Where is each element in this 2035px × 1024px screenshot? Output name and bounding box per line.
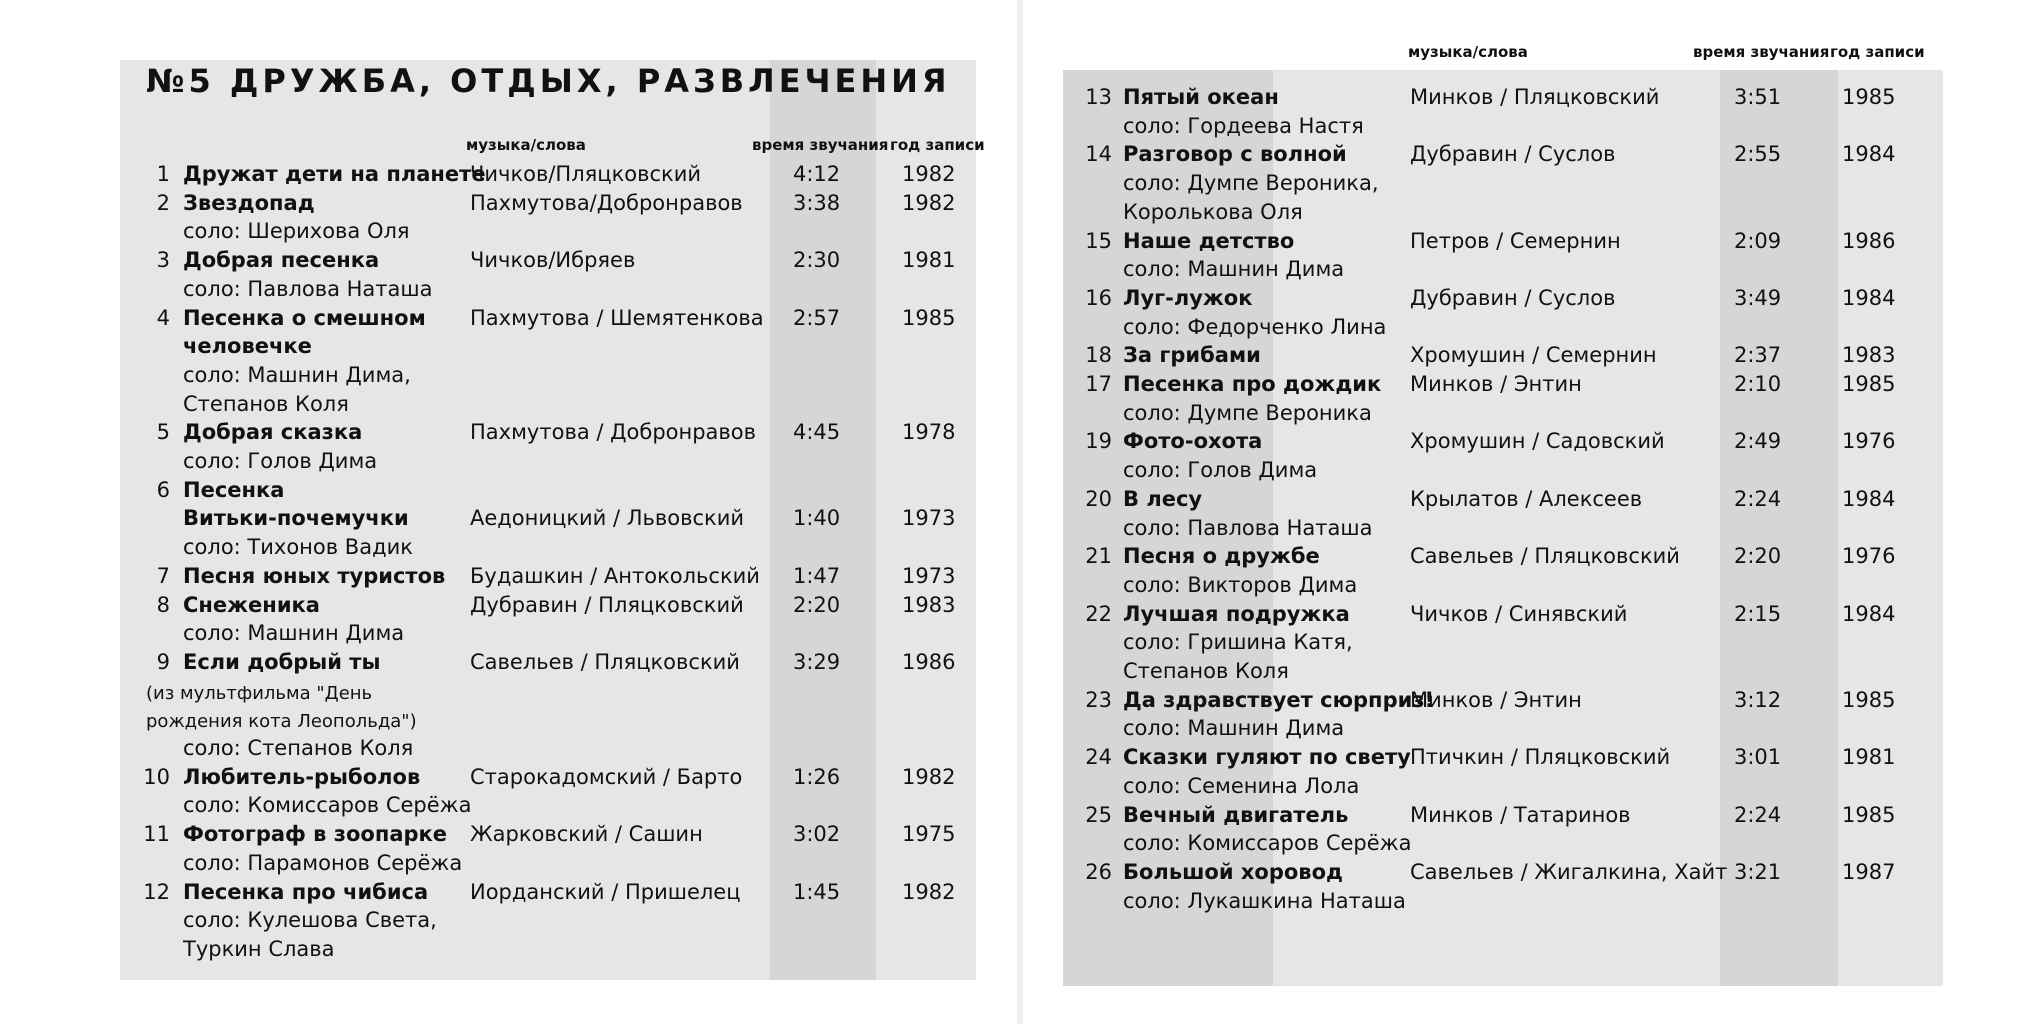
track-year: 1975 (902, 822, 956, 847)
track-year: 1984 (1842, 285, 1896, 310)
track-credits: Жарковский / Сашин (470, 822, 703, 847)
track-duration: 3:21 (1734, 859, 1782, 884)
track-soloist: соло: Машнин Дима, (183, 362, 411, 387)
track-credits: Минков / Пляцковский (1410, 85, 1660, 109)
track-credits: Пахмутова / Шемятенкова (470, 305, 764, 330)
track-soloist: соло: Машнин Дима (183, 621, 405, 646)
track-title: Песенка про чибиса (183, 879, 429, 904)
track-title: Песня о дружбе (1123, 544, 1320, 569)
track-soloist: соло: Парамонов Серёжа (183, 850, 463, 875)
track-credits: Чичков/Ибряев (470, 248, 636, 273)
track-credits: Савельев / Пляцковский (1410, 544, 1680, 569)
header-duration: время звучания (752, 136, 889, 154)
track-credits: Савельев / Пляцковский (470, 649, 740, 674)
header-year: год записи (890, 136, 985, 154)
track-year: 1983 (1842, 343, 1896, 368)
track-number: 9 (156, 649, 170, 674)
track-title: Добрая песенка (183, 248, 380, 273)
track-year: 1973 (902, 506, 956, 531)
track-credits: Аедоницкий / Львовский (470, 506, 745, 531)
track-soloist: соло: Степанов Коля (183, 736, 414, 760)
track-year: 1987 (1842, 859, 1896, 884)
track-soloist: соло: Павлова Наташа (183, 276, 433, 301)
track-number: 4 (156, 305, 170, 330)
track-number: 14 (1085, 142, 1112, 167)
track-year: 1986 (902, 649, 956, 674)
track-title: Вечный двигатель (1123, 802, 1349, 827)
track-title: Песенка про дождик (1123, 372, 1382, 396)
track-title: Разговор с волной (1123, 142, 1347, 167)
track-soloist: соло: Тихонов Вадик (183, 535, 413, 560)
track-year: 1982 (902, 764, 956, 789)
track-soloist: соло: Голов Дима (183, 449, 378, 473)
track-year: 1982 (902, 162, 956, 186)
header-duration-right: время звучания (1693, 43, 1830, 61)
track-title: Песня юных туристов (183, 563, 446, 588)
track-credits: Хромушин / Семернин (1410, 343, 1657, 368)
track-duration: 2:20 (793, 592, 841, 617)
track-credits: Птичкин / Пляцковский (1410, 745, 1671, 770)
track-title: Если добрый ты (183, 649, 381, 674)
track-number: 13 (1085, 85, 1112, 109)
track-year: 1976 (1842, 429, 1896, 454)
track-duration: 1:40 (793, 506, 841, 531)
track-soloist: соло: Комиссаров Серёжа (183, 793, 472, 818)
header-credits: музыка/слова (466, 136, 586, 154)
right-bg-time-column (1720, 70, 1838, 986)
track-number: 10 (143, 764, 170, 789)
track-credits: Дубравин / Суслов (1410, 285, 1616, 310)
track-title: Сказки гуляют по свету (1123, 745, 1411, 770)
track-year: 1984 (1842, 142, 1896, 167)
track-title: Песенка о смешном (183, 305, 426, 330)
track-credits: Дубравин / Пляцковский (470, 592, 744, 617)
track-duration: 2:55 (1734, 142, 1782, 167)
track-credits: Савельев / Жигалкина, Хайт (1410, 859, 1728, 884)
track-credits: Чичков / Синявский (1410, 601, 1628, 626)
track-number: 25 (1085, 802, 1112, 827)
track-duration: 2:10 (1734, 372, 1782, 396)
track-number: 16 (1085, 285, 1112, 310)
track-number: 11 (143, 822, 170, 847)
track-year: 1982 (902, 190, 956, 215)
track-credits: Хромушин / Садовский (1410, 429, 1665, 454)
track-soloist: соло: Думпе Вероника (1123, 400, 1372, 425)
track-duration: 3:29 (793, 649, 841, 674)
track-soloist: Степанов Коля (1123, 659, 1289, 683)
track-number: 26 (1085, 859, 1112, 884)
track-number: 8 (156, 592, 170, 617)
track-credits: Минков / Энтин (1410, 372, 1582, 396)
track-year: 1986 (1842, 228, 1896, 253)
track-number: 3 (156, 248, 170, 273)
track-duration: 2:57 (793, 305, 841, 330)
track-number: 12 (143, 879, 170, 904)
track-year: 1985 (1842, 85, 1896, 109)
track-number: 20 (1085, 486, 1112, 511)
track-title: Снеженика (183, 592, 320, 617)
track-duration: 1:45 (793, 879, 841, 904)
track-title: Дружат дети на планете (183, 162, 486, 186)
track-duration: 2:24 (1734, 486, 1782, 511)
track-title: Да здравствует сюрприз! (1123, 687, 1435, 712)
track-duration: 2:20 (1734, 544, 1782, 569)
track-year: 1978 (902, 420, 956, 445)
track-duration: 1:47 (793, 563, 841, 588)
track-title: Наше детство (1123, 228, 1295, 253)
track-duration: 3:51 (1734, 85, 1782, 109)
track-duration: 4:12 (793, 162, 841, 186)
track-number: 17 (1085, 372, 1112, 396)
track-soloist: соло: Комиссаров Серёжа (1123, 831, 1412, 856)
track-soloist: Королькова Оля (1123, 199, 1303, 224)
track-credits: Старокадомский / Барто (470, 764, 743, 789)
track-number: 2 (156, 190, 170, 215)
album-title: №5 ДРУЖБА, ОТДЫХ, РАЗВЛЕЧЕНИЯ (146, 62, 951, 100)
track-title: В лесу (1123, 486, 1203, 511)
track-soloist: соло: Шерихова Оля (183, 219, 410, 244)
track-soloist: соло: Лукашкина Наташа (1123, 888, 1406, 913)
track-credits: Крылатов / Алексеев (1410, 486, 1643, 511)
track-title-continued: человечке (183, 334, 312, 359)
track-duration: 3:01 (1734, 745, 1782, 770)
track-title-continued: Витьки-почемучки (183, 506, 409, 531)
track-soloist: Туркин Слава (183, 936, 335, 961)
track-year: 1973 (902, 563, 956, 588)
track-soloist: соло: Машнин Дима (1123, 257, 1345, 282)
track-title: Любитель-рыболов (183, 764, 421, 789)
track-duration: 2:15 (1734, 601, 1782, 626)
track-duration: 3:12 (1734, 687, 1782, 712)
track-soloist: соло: Викторов Дима (1123, 572, 1358, 597)
track-soloist: соло: Голов Дима (1123, 458, 1318, 483)
track-soloist: соло: Гордеева Настя (1123, 113, 1364, 138)
track-soloist: Степанов Коля (183, 391, 349, 416)
track-number: 24 (1085, 745, 1112, 770)
track-soloist: соло: Кулешова Света, (183, 908, 437, 933)
track-duration: 1:26 (793, 764, 841, 789)
track-credits: Минков / Энтин (1410, 687, 1582, 712)
track-duration: 4:45 (793, 420, 841, 445)
track-soloist: соло: Гришина Катя, (1123, 630, 1353, 655)
track-number: 6 (156, 477, 170, 502)
track-year: 1976 (1842, 544, 1896, 569)
track-number: 23 (1085, 687, 1112, 712)
header-credits-right: музыка/слова (1408, 43, 1528, 61)
track-soloist: соло: Федорченко Лина (1123, 314, 1387, 339)
page-fold (1017, 0, 1023, 1024)
track-note: рождения кота Леопольда") (146, 711, 417, 733)
track-credits: Иорданский / Пришелец (470, 879, 741, 904)
track-title: Добрая сказка (183, 420, 363, 445)
track-title: Лучшая подружка (1123, 601, 1350, 626)
track-duration: 3:38 (793, 190, 841, 215)
track-number: 5 (156, 420, 170, 445)
track-year: 1981 (902, 248, 956, 273)
track-number: 21 (1085, 544, 1112, 569)
track-title: Фотограф в зоопарке (183, 822, 448, 847)
track-year: 1985 (1842, 687, 1896, 712)
track-credits: Чичков/Пляцковский (470, 162, 702, 186)
track-credits: Пахмутова/Добронравов (470, 190, 743, 215)
track-soloist: соло: Павлова Наташа (1123, 515, 1373, 540)
track-duration: 2:09 (1734, 228, 1782, 253)
track-credits: Пахмутова / Добронравов (470, 420, 757, 445)
track-soloist: соло: Машнин Дима (1123, 716, 1345, 741)
header-year-right: год записи (1830, 43, 1925, 61)
track-credits: Минков / Татаринов (1410, 802, 1631, 827)
track-year: 1985 (1842, 802, 1896, 827)
track-credits: Дубравин / Суслов (1410, 142, 1616, 167)
track-year: 1984 (1842, 601, 1896, 626)
track-title: Пятый океан (1123, 85, 1279, 109)
track-title: Луг-лужок (1123, 285, 1253, 310)
track-title: За грибами (1123, 343, 1261, 368)
track-duration: 2:37 (1734, 343, 1782, 368)
track-duration: 2:30 (793, 248, 841, 273)
track-credits: Петров / Семернин (1410, 228, 1621, 253)
track-title: Звездопад (183, 190, 315, 215)
track-year: 1982 (902, 879, 956, 904)
track-credits: Будашкин / Антокольский (470, 563, 760, 588)
track-duration: 3:02 (793, 822, 841, 847)
track-year: 1985 (902, 305, 956, 330)
track-number: 7 (156, 563, 170, 588)
track-title: Песенка (183, 477, 285, 502)
track-year: 1983 (902, 592, 956, 617)
track-number: 22 (1085, 601, 1112, 626)
track-duration: 2:49 (1734, 429, 1782, 454)
track-duration: 2:24 (1734, 802, 1782, 827)
track-year: 1985 (1842, 372, 1896, 396)
track-year: 1981 (1842, 745, 1896, 770)
track-title: Большой хоровод (1123, 859, 1343, 884)
track-duration: 3:49 (1734, 285, 1782, 310)
track-number: 19 (1085, 429, 1112, 454)
track-number: 15 (1085, 228, 1112, 253)
track-number: 18 (1085, 343, 1112, 368)
track-number: 1 (156, 162, 170, 186)
track-soloist: соло: Семенина Лола (1123, 773, 1360, 798)
track-note: (из мультфильма "День (146, 682, 373, 704)
track-title: Фото-охота (1123, 429, 1263, 454)
track-soloist: соло: Думпе Вероника, (1123, 171, 1379, 196)
track-year: 1984 (1842, 486, 1896, 511)
